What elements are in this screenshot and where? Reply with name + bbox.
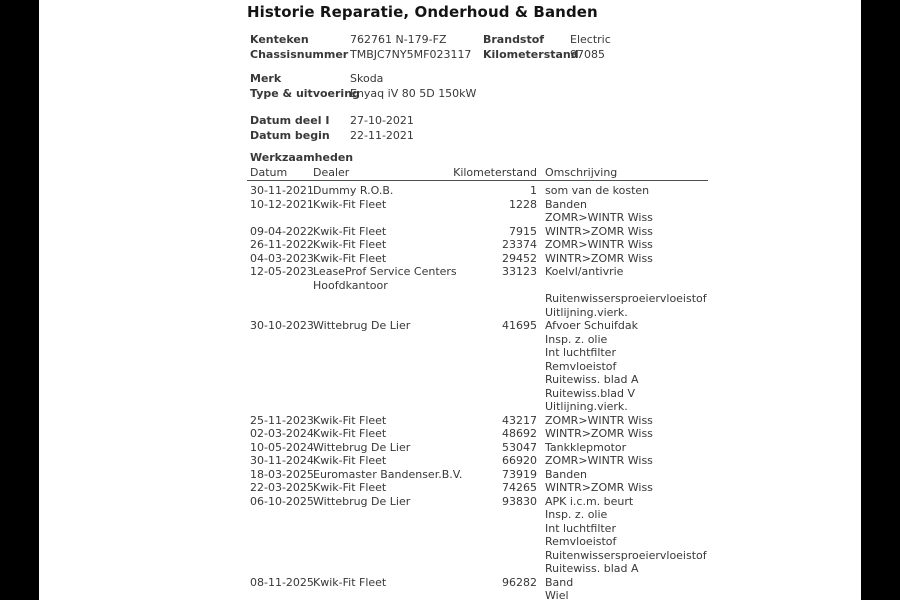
table-body (250, 184, 861, 603)
column-gap (537, 184, 545, 198)
table-row (250, 238, 861, 252)
entry-date: 26-11-2022 (250, 238, 314, 251)
table-header-rule (247, 180, 708, 181)
chassisnummer-row (250, 48, 471, 63)
entry-date: 10-12-2021 (250, 197, 314, 211)
entry-kilometerstand: 66920 (502, 454, 537, 467)
table-row (250, 576, 861, 603)
entry-omschrijving: Banden ZOMR>WINTR Wiss (545, 197, 653, 224)
entry-date: 08-11-2025 (250, 575, 314, 589)
table-row (250, 468, 861, 482)
merk-value: Skoda (350, 72, 384, 85)
table-row (250, 198, 861, 225)
column-gap (537, 495, 545, 576)
chassisnummer-value: TMBJC7NY5MF023117 (350, 47, 472, 61)
column-header-datum: Datum (250, 166, 288, 179)
entry-date: 09-04-2022 (250, 224, 314, 238)
kenteken-value: 762761 N-179-FZ (350, 33, 447, 46)
vehicle-model-block (250, 72, 476, 101)
entry-omschrijving: WINTR>ZOMR Wiss (545, 427, 653, 440)
document-page (39, 0, 861, 600)
column-gap (537, 252, 545, 266)
entry-dealer: Kwik-Fit Fleet (313, 224, 387, 238)
entry-date: 06-10-2025 (250, 494, 314, 508)
column-header-dealer: Dealer (313, 166, 350, 179)
entry-dealer: Dummy R.O.B. (313, 184, 394, 197)
table-row (250, 481, 861, 495)
entry-dealer: Wittebrug De Lier (313, 440, 411, 454)
entry-dealer: Wittebrug De Lier (313, 319, 411, 332)
entry-kilometerstand: 43217 (502, 413, 537, 427)
entry-dealer: Kwik-Fit Fleet (313, 575, 387, 589)
column-gap (537, 414, 545, 428)
table-row (250, 225, 861, 239)
entry-omschrijving: ZOMR>WINTR Wiss (545, 238, 653, 251)
entry-date: 30-11-2024 (250, 454, 314, 467)
entry-omschrijving: WINTR>ZOMR Wiss (545, 224, 653, 238)
column-header-kilometerstand: Kilometerstand (453, 166, 537, 179)
datum-deel-i-label: Datum deel I (250, 114, 330, 127)
table-row (250, 441, 861, 455)
column-gap (537, 265, 545, 319)
entry-date: 12-05-2023 (250, 265, 314, 278)
entry-kilometerstand: 53047 (502, 440, 537, 454)
entry-kilometerstand: 7915 (509, 224, 537, 238)
entry-date: 30-10-2023 (250, 319, 314, 332)
type-uitvoering-row (250, 87, 476, 102)
entry-dealer: Kwik-Fit Fleet (313, 454, 387, 467)
entry-omschrijving: som van de kosten (545, 184, 650, 197)
column-gap (537, 468, 545, 482)
table-header-row (250, 166, 861, 180)
entry-dealer: Euromaster Bandenser.B.V. (313, 467, 463, 481)
table-row (250, 184, 861, 198)
entry-kilometerstand: 93830 (502, 494, 537, 508)
table-row (250, 414, 861, 428)
column-gap (537, 454, 545, 468)
kenteken-row (250, 33, 471, 48)
entry-kilometerstand: 23374 (502, 238, 537, 251)
entry-kilometerstand: 33123 (502, 265, 537, 278)
entry-dealer: Kwik-Fit Fleet (313, 238, 387, 251)
entry-kilometerstand: 1 (530, 184, 537, 197)
type-uitvoering-label: Type & uitvoering (250, 86, 360, 100)
entry-dealer: LeaseProf Service Centers Hoofdkantoor (313, 265, 457, 292)
merk-row (250, 72, 476, 87)
column-gap (537, 427, 545, 441)
entry-date: 22-03-2025 (250, 481, 314, 494)
vehicle-fuel-block (483, 33, 611, 62)
entry-omschrijving: Afvoer Schuifdak Insp. z. olie Int luchtfilter Remvloeistof Ruitewiss. blad A Ruitewiss.blad V Uitlijning.vierk. (545, 319, 639, 413)
entry-dealer: Kwik-Fit Fleet (313, 251, 387, 265)
datum-deel-i-row (250, 114, 414, 129)
entry-date: 18-03-2025 (250, 467, 314, 481)
entry-kilometerstand: 48692 (502, 427, 537, 440)
column-gap (537, 238, 545, 252)
entry-kilometerstand: 73919 (502, 467, 537, 481)
entry-date: 04-03-2023 (250, 251, 314, 265)
column-gap (537, 319, 545, 414)
table-row (250, 265, 861, 319)
entry-omschrijving: WINTR>ZOMR Wiss (545, 481, 653, 494)
entry-dealer: Wittebrug De Lier (313, 494, 411, 508)
entry-kilometerstand: 29452 (502, 251, 537, 265)
left-letterbox-bar (0, 0, 39, 600)
entry-omschrijving: ZOMR>WINTR Wiss (545, 454, 653, 467)
column-gap (537, 166, 545, 180)
entry-omschrijving: Tankklepmotor (545, 440, 627, 454)
datum-begin-label: Datum begin (250, 128, 330, 142)
column-gap (537, 481, 545, 495)
entry-date: 30-11-2021 (250, 184, 314, 197)
entry-kilometerstand: 96282 (502, 575, 537, 589)
brandstof-label: Brandstof (483, 33, 545, 46)
entry-kilometerstand: 41695 (502, 319, 537, 332)
brandstof-value: Electric (570, 33, 611, 46)
table-row (250, 454, 861, 468)
kenteken-label: Kenteken (250, 33, 309, 46)
chassisnummer-label: Chassisnummer (250, 47, 349, 61)
page-title: Historie Reparatie, Onderhoud & Banden (247, 3, 598, 21)
entry-omschrijving: Band Wiel (545, 575, 574, 602)
entry-date: 10-05-2024 (250, 440, 314, 454)
column-gap (537, 198, 545, 225)
datum-begin-value: 22-11-2021 (350, 128, 414, 142)
column-gap (537, 576, 545, 603)
entry-dealer: Kwik-Fit Fleet (313, 427, 387, 440)
entry-dealer: Kwik-Fit Fleet (313, 197, 387, 211)
entry-date: 25-11-2023 (250, 413, 314, 427)
entry-dealer: Kwik-Fit Fleet (313, 481, 387, 494)
table-row (250, 252, 861, 266)
entry-omschrijving: ZOMR>WINTR Wiss (545, 413, 653, 427)
entry-kilometerstand: 74265 (502, 481, 537, 494)
datum-deel-i-value: 27-10-2021 (350, 114, 414, 127)
table-row (250, 319, 861, 414)
entry-omschrijving: Koelvl/antivrie Ruitenwissersproeiervloeistof Uitlijning.vierk. (545, 265, 707, 319)
entry-date: 02-03-2024 (250, 427, 314, 440)
kilometerstand-row (483, 48, 611, 63)
entry-omschrijving: WINTR>ZOMR Wiss (545, 251, 653, 265)
table-row (250, 427, 861, 441)
column-gap (537, 441, 545, 455)
vehicle-dates-block (250, 114, 414, 143)
entry-omschrijving: APK i.c.m. beurt Insp. z. olie Int luchtfilter Remvloeistof Ruitenwissersproeiervloeistof Ruitewiss. blad A (545, 494, 707, 575)
entry-dealer: Kwik-Fit Fleet (313, 413, 387, 427)
merk-label: Merk (250, 72, 282, 85)
datum-begin-row (250, 129, 414, 144)
column-header-omschrijving: Omschrijving (545, 166, 618, 179)
column-gap (537, 225, 545, 239)
kilometerstand-value: 97085 (570, 47, 605, 61)
brandstof-row (483, 33, 611, 48)
vehicle-identity-block (250, 33, 471, 62)
kilometerstand-label: Kilometerstand (483, 47, 579, 61)
type-uitvoering-value: Enyaq iV 80 5D 150kW (350, 86, 477, 100)
entry-kilometerstand: 1228 (509, 197, 537, 211)
entry-omschrijving: Banden (545, 467, 587, 481)
table-row (250, 495, 861, 576)
right-letterbox-bar (861, 0, 900, 600)
werkzaamheden-section-title: Werkzaamheden (250, 151, 354, 164)
